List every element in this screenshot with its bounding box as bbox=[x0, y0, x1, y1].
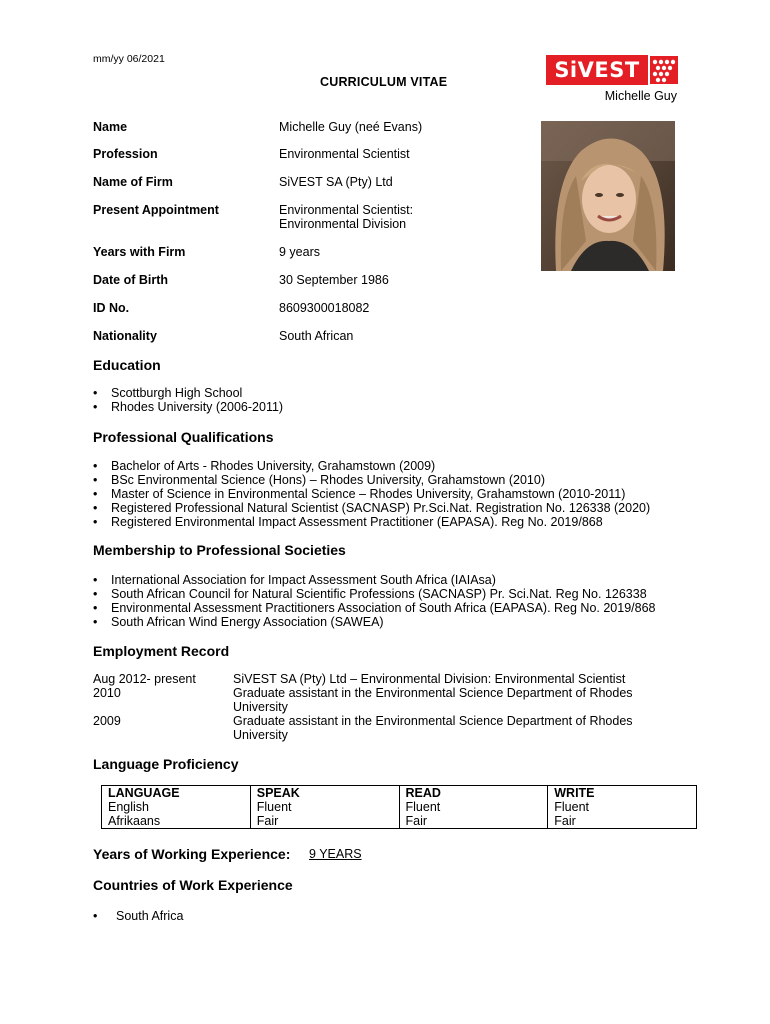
profile-photo bbox=[541, 121, 675, 271]
table-cell: Fair bbox=[399, 814, 548, 829]
table-cell: Fair bbox=[548, 814, 697, 829]
column-header: LANGUAGE bbox=[102, 786, 251, 801]
table-cell: Afrikaans bbox=[102, 814, 251, 829]
table-cell: Fluent bbox=[399, 800, 548, 814]
logo-text: SiVEST bbox=[554, 58, 640, 82]
years-with-firm-label: Years with Firm bbox=[93, 245, 186, 259]
document-title: CURRICULUM VITAE bbox=[320, 75, 448, 89]
list-item: • South Africa bbox=[93, 909, 183, 923]
employment-description: Graduate assistant in the Environmental Science Department of Rhodes University bbox=[233, 714, 633, 742]
logo-box bbox=[546, 55, 648, 85]
list-item: • International Association for Impact Assessment South Africa (IAIAsa) bbox=[93, 573, 656, 587]
nationality-label: Nationality bbox=[93, 329, 157, 343]
list-item: • Registered Professional Natural Scientist (SACNASP) Pr.Sci.Nat. Registration No. 126338 (2020) bbox=[93, 501, 650, 515]
language-heading: Language Proficiency bbox=[93, 756, 239, 772]
list-item: • South African Wind Energy Association (SAWEA) bbox=[93, 615, 656, 629]
firm-value: SiVEST SA (Pty) Ltd bbox=[279, 175, 393, 189]
list-item: • BSc Environmental Science (Hons) – Rhodes University, Grahamstown (2010) bbox=[93, 473, 650, 487]
years-with-firm-value: 9 years bbox=[279, 245, 320, 259]
list-item: • Rhodes University (2006-2011) bbox=[93, 400, 283, 414]
education-heading: Education bbox=[93, 357, 161, 373]
nationality-value: South African bbox=[279, 329, 354, 343]
employment-date: 2010 bbox=[93, 686, 121, 700]
employment-description: SiVEST SA (Pty) Ltd – Environmental Division: Environmental Scientist bbox=[233, 672, 626, 686]
dob-label: Date of Birth bbox=[93, 273, 168, 287]
header-person-name: Michelle Guy bbox=[604, 89, 677, 103]
appointment-value: Environmental Scientist: bbox=[279, 203, 414, 217]
list-item: • Bachelor of Arts - Rhodes University, Grahamstown (2009) bbox=[93, 459, 650, 473]
qualifications-list bbox=[93, 459, 650, 529]
language-table bbox=[101, 785, 697, 829]
company-logo bbox=[546, 55, 677, 85]
table-cell: Fluent bbox=[250, 800, 399, 814]
table-cell: English bbox=[102, 800, 251, 814]
memberships-list bbox=[93, 573, 656, 629]
list-item: • Master of Science in Environmental Science – Rhodes University, Grahamstown (2010-2011) bbox=[93, 487, 650, 501]
list-item: • Scottburgh High School bbox=[93, 386, 283, 400]
column-header: WRITE bbox=[548, 786, 697, 801]
firm-label: Name of Firm bbox=[93, 175, 173, 189]
table-row bbox=[102, 814, 697, 829]
list-item: • Registered Environmental Impact Assessment Practitioner (EAPASA). Reg No. 2019/868 bbox=[93, 515, 650, 529]
document-date: mm/yy 06/2021 bbox=[93, 53, 165, 65]
name-label: Name bbox=[93, 120, 128, 134]
appointment-label: Present Appointment bbox=[93, 203, 219, 217]
countries-list bbox=[93, 909, 183, 923]
experience-value: 9 YEARS bbox=[309, 847, 362, 861]
list-item: • South African Council for Natural Scientific Professions (SACNASP) Pr. Sci.Nat. Reg No. 126338 bbox=[93, 587, 656, 601]
column-header: SPEAK bbox=[250, 786, 399, 801]
logo-dots-icon bbox=[650, 56, 678, 84]
table-header-row bbox=[102, 786, 697, 801]
experience-label: Years of Working Experience: bbox=[93, 846, 291, 862]
list-item: • Environmental Assessment Practitioners Association of South Africa (EAPASA). Reg No. 2019/868 bbox=[93, 601, 656, 615]
qualifications-heading: Professional Qualifications bbox=[93, 429, 274, 445]
countries-heading: Countries of Work Experience bbox=[93, 877, 293, 893]
table-cell: Fluent bbox=[548, 800, 697, 814]
appointment-value-line2: Environmental Division bbox=[279, 217, 407, 231]
dob-value: 30 September 1986 bbox=[279, 273, 389, 287]
profession-value: Environmental Scientist bbox=[279, 147, 410, 161]
table-row bbox=[102, 800, 697, 814]
id-label: ID No. bbox=[93, 301, 130, 315]
employment-date: Aug 2012- present bbox=[93, 672, 196, 686]
profession-label: Profession bbox=[93, 147, 158, 161]
column-header: READ bbox=[399, 786, 548, 801]
education-list bbox=[93, 386, 283, 414]
employment-heading: Employment Record bbox=[93, 643, 230, 659]
memberships-heading: Membership to Professional Societies bbox=[93, 542, 346, 558]
table-cell: Fair bbox=[250, 814, 399, 829]
name-value: Michelle Guy (neé Evans) bbox=[279, 120, 423, 134]
employment-date: 2009 bbox=[93, 714, 121, 728]
employment-description: Graduate assistant in the Environmental Science Department of Rhodes University bbox=[233, 686, 633, 714]
id-value: 8609300018082 bbox=[279, 301, 370, 315]
